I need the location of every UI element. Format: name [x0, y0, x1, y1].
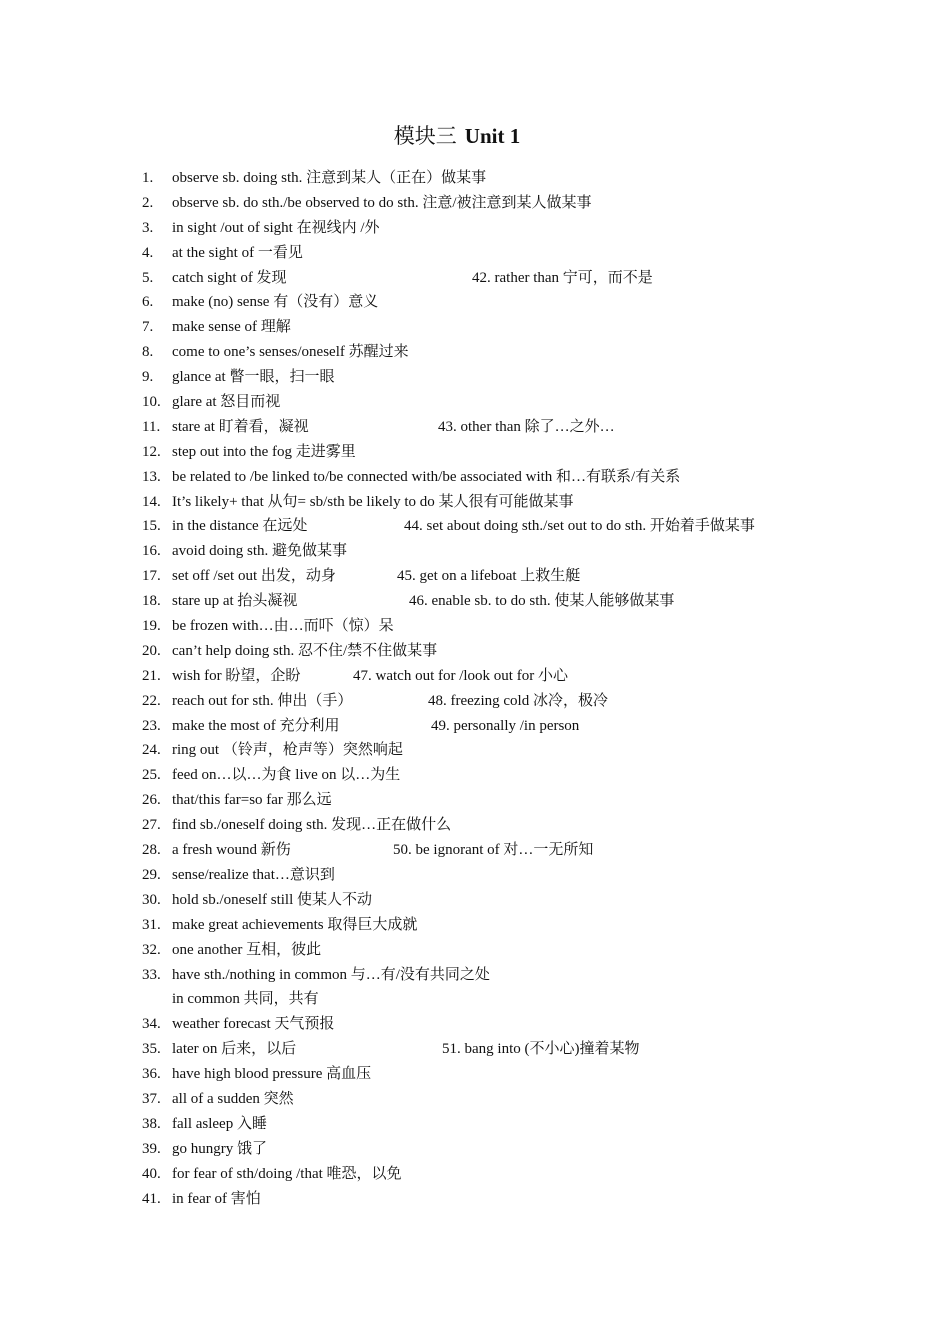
second-column-item: 50. be ignorant of 对…一无所知: [393, 842, 594, 859]
item-text: ring out （铃声，枪声等）突然响起: [172, 742, 403, 759]
item-number: 37.: [142, 1090, 161, 1107]
title-chinese: 模块三: [393, 124, 457, 148]
list-item: [142, 290, 922, 315]
item-number: 41.: [142, 1190, 161, 1207]
item-number: 39.: [142, 1140, 161, 1157]
list-item: [142, 440, 922, 465]
item-number: 27.: [142, 817, 161, 834]
item-number: 6.: [142, 294, 154, 311]
item-number: 16.: [142, 543, 161, 560]
item-text: that/this far=so far 那么远: [172, 792, 332, 809]
item-number: 25.: [142, 767, 161, 784]
item-text: observe sb. doing sth. 注意到某人（正在）做某事: [172, 170, 487, 186]
item-number: 10.: [142, 394, 161, 411]
list-item: [142, 714, 922, 739]
list-item: [142, 1187, 922, 1212]
second-column-item: 48. freezing cold 冰冷，极冷: [428, 692, 608, 709]
list-item: [142, 788, 922, 813]
list-item: [142, 340, 922, 365]
item-number: 36.: [142, 1066, 161, 1083]
list-item: [142, 589, 922, 614]
list-item: [142, 863, 922, 888]
list-item: [142, 490, 922, 515]
item-number: 30.: [142, 891, 161, 908]
list-item: [142, 514, 922, 539]
item-number: 21.: [142, 667, 161, 684]
item-text: at the sight of 一看见: [172, 244, 303, 261]
item-text: stare at 盯着看，凝视: [172, 418, 309, 435]
list-item: [142, 738, 922, 763]
list-item: [142, 614, 922, 639]
item-text: set off /set out 出发，动身: [172, 568, 336, 585]
page-title: [0, 121, 914, 151]
list-item: [142, 963, 922, 988]
item-text: make great achievements 取得巨大成就: [172, 916, 418, 933]
item-number: 14.: [142, 493, 161, 510]
second-column-item: 49. personally /in person: [431, 717, 580, 734]
item-text: a fresh wound 新伤: [172, 842, 291, 859]
item-number: 24.: [142, 742, 161, 759]
item-number: 2.: [142, 194, 154, 211]
item-number: 38.: [142, 1115, 161, 1132]
list-item: [142, 888, 922, 913]
list-item: [142, 241, 922, 266]
second-column-item: 43. other than 除了…之外…: [438, 418, 615, 435]
item-number: 26.: [142, 792, 161, 809]
item-text: in fear of 害怕: [172, 1190, 261, 1207]
item-number: 22.: [142, 692, 161, 709]
item-text: in the distance 在远处: [172, 518, 308, 535]
list-item: [142, 1087, 922, 1112]
vocabulary-list: [142, 166, 922, 1211]
list-item: [142, 1162, 922, 1187]
item-number: 5.: [142, 269, 154, 286]
list-item: [142, 390, 922, 415]
item-text: avoid doing sth. 避免做某事: [172, 543, 347, 560]
item-number: 4.: [142, 244, 154, 261]
item-number: 29.: [142, 866, 161, 883]
item-text: in sight /out of sight 在视线内 /外: [172, 219, 380, 236]
item-text: have sth./nothing in common 与…有/没有共同之处: [172, 966, 490, 983]
second-column-item: 46. enable sb. to do sth. 使某人能够做某事: [409, 593, 675, 610]
list-item: [142, 664, 922, 689]
list-item: [142, 1112, 922, 1137]
list-item: [142, 838, 922, 863]
item-number: 11.: [142, 418, 161, 435]
item-text: come to one’s senses/oneself 苏醒过来: [172, 344, 409, 361]
item-text: for fear of sth/doing /that 唯恐，以免: [172, 1165, 402, 1182]
item-number: 8.: [142, 344, 154, 361]
list-item: [142, 987, 922, 1012]
list-item: [142, 191, 922, 216]
second-column-item: 47. watch out for /look out for 小心: [353, 667, 568, 684]
item-number: 13.: [142, 468, 161, 485]
item-number: 1.: [142, 170, 154, 186]
item-number: 31.: [142, 916, 161, 933]
item-number: 19.: [142, 618, 161, 635]
item-text: stare up at 抬头凝视: [172, 593, 298, 610]
list-item: [142, 938, 922, 963]
list-item: [142, 639, 922, 664]
item-text: all of a sudden 突然: [172, 1090, 294, 1107]
item-number: 20.: [142, 642, 161, 659]
list-item: [142, 1062, 922, 1087]
item-text: find sb./oneself doing sth. 发现…正在做什么: [172, 817, 452, 834]
list-item: [142, 266, 922, 291]
item-text: make sense of 理解: [172, 319, 291, 336]
item-text: be frozen with…由…而吓（惊）呆: [172, 618, 394, 635]
item-text: go hungry 饿了: [172, 1140, 267, 1157]
item-text: weather forecast 天气预报: [172, 1016, 335, 1033]
item-text: It’s likely+ that 从句= sb/sth be likely to do 某人很有可能做某事: [172, 493, 574, 510]
list-item: [142, 365, 922, 390]
item-text: later on 后来，以后: [172, 1041, 297, 1058]
list-item: [142, 1137, 922, 1162]
list-item: [142, 1012, 922, 1037]
item-text: have high blood pressure 高血压: [172, 1066, 372, 1083]
item-text: one another 互相，彼此: [172, 941, 322, 958]
list-item: [142, 166, 922, 191]
title-unit: Unit 1: [464, 124, 521, 148]
item-number: 18.: [142, 593, 161, 610]
item-text: in common 共同，共有: [172, 991, 319, 1008]
second-column-item: 44. set about doing sth./set out to do sth. 开始着手做某事: [404, 518, 755, 535]
item-text: feed on…以…为食 live on 以…为生: [172, 767, 401, 784]
list-item: [142, 763, 922, 788]
item-number: 35.: [142, 1041, 161, 1058]
item-text: step out into the fog 走进雾里: [172, 443, 356, 460]
second-column-item: 51. bang into (不小心)撞着某物: [442, 1041, 640, 1058]
item-text: sense/realize that…意识到: [172, 866, 335, 883]
list-item: [142, 813, 922, 838]
item-text: wish for 盼望，企盼: [172, 667, 301, 684]
item-text: hold sb./oneself still 使某人不动: [172, 891, 372, 908]
list-item: [142, 415, 922, 440]
item-text: observe sb. do sth./be observed to do sth. 注意/被注意到某人做某事: [172, 194, 592, 211]
item-text: catch sight of 发现: [172, 269, 287, 286]
item-number: 3.: [142, 219, 154, 236]
item-number: 32.: [142, 941, 161, 958]
list-item: [142, 315, 922, 340]
item-number: 23.: [142, 717, 161, 734]
list-item: [142, 689, 922, 714]
item-text: be related to /be linked to/be connected with/be associated with 和…有联系/有关系: [172, 468, 681, 485]
list-item: [142, 465, 922, 490]
item-text: can’t help doing sth. 忍不住/禁不住做某事: [172, 642, 438, 659]
item-number: 28.: [142, 842, 161, 859]
list-item: [142, 913, 922, 938]
item-text: glare at 怒目而视: [172, 394, 281, 411]
item-number: 9.: [142, 369, 154, 386]
item-number: 15.: [142, 518, 161, 535]
item-number: 17.: [142, 568, 161, 585]
item-number: 33.: [142, 966, 161, 983]
item-number: 40.: [142, 1165, 161, 1182]
item-text: glance at 瞥一眼，扫一眼: [172, 369, 335, 386]
second-column-item: 42. rather than 宁可，而不是: [472, 269, 653, 286]
item-number: 7.: [142, 319, 154, 336]
item-text: make (no) sense 有（没有）意义: [172, 294, 379, 311]
list-item: [142, 1037, 922, 1062]
item-text: fall asleep 入睡: [172, 1115, 267, 1132]
item-text: make the most of 充分利用: [172, 717, 340, 734]
list-item: [142, 539, 922, 564]
item-number: 34.: [142, 1016, 161, 1033]
item-number: 12.: [142, 443, 161, 460]
item-text: reach out for sth. 伸出（手）: [172, 692, 353, 709]
list-item: [142, 564, 922, 589]
list-item: [142, 216, 922, 241]
second-column-item: 45. get on a lifeboat 上救生艇: [397, 568, 581, 585]
